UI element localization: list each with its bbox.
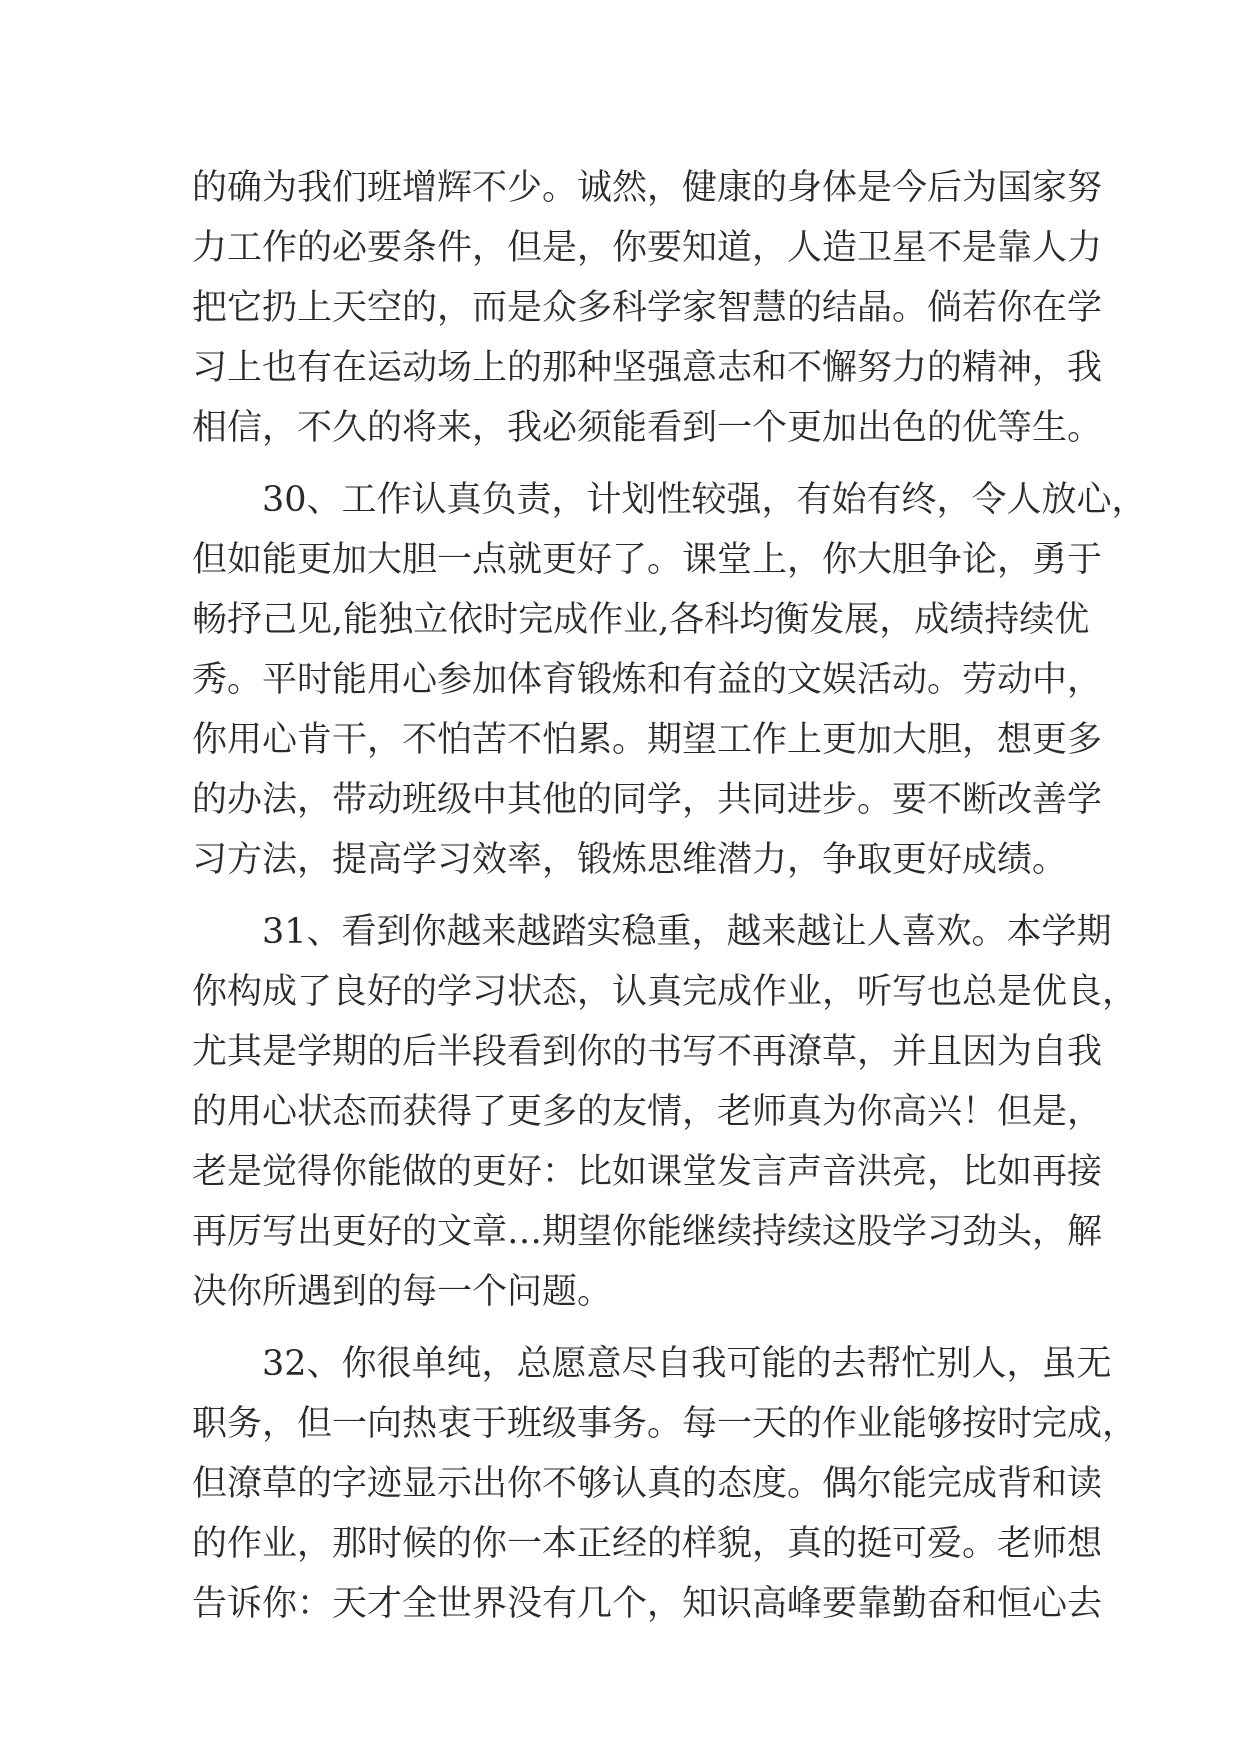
paragraph-gap [192, 890, 1072, 902]
text-line: 决你所遇到的每一个问题。 [192, 1272, 613, 1312]
text-line: 职务，但一向热衷于班级事务。每一天的作业能够按时完成， [192, 1404, 1138, 1444]
text-line: 你构成了良好的学习状态，认真完成作业，听写也总是优良， [192, 972, 1138, 1012]
text-line: 秀。平时能用心参加体育锻炼和有益的文娱活动。劳动中， [192, 660, 1103, 700]
paragraph [192, 158, 1103, 458]
text-line: 的用心状态而获得了更多的友情，老师真为你高兴！但是， [192, 1092, 1103, 1132]
text-line: 的作业，那时候的你一本正经的样貌，真的挺可爱。老师想 [192, 1524, 1103, 1564]
text-line: 但潦草的字迹显示出你不够认真的态度。偶尔能完成背和读 [192, 1464, 1103, 1504]
text-line: 你用心肯干，不怕苦不怕累。期望工作上更加大胆，想更多 [192, 720, 1103, 760]
text-line: 32、你很单纯，总愿意尽自我可能的去帮忙别人，虽无 [192, 1344, 1112, 1384]
text-line: 力工作的必要条件，但是，你要知道，人造卫星不是靠人力 [192, 228, 1103, 268]
text-line: 把它扔上天空的，而是众多科学家智慧的结晶。倘若你在学 [192, 288, 1103, 328]
document-body [192, 158, 1147, 1634]
text-line: 但如能更加大胆一点就更好了。课堂上，你大胆争论，勇于 [192, 540, 1103, 580]
text-line: 的确为我们班增辉不少。诚然，健康的身体是今后为国家努 [192, 168, 1103, 208]
text-line: 的办法，带动班级中其他的同学，共同进步。要不断改善学 [192, 780, 1103, 820]
text-line: 告诉你：天才全世界没有几个，知识高峰要靠勤奋和恒心去 [192, 1584, 1103, 1624]
text-line: 习上也有在运动场上的那种坚强意志和不懈努力的精神，我 [192, 348, 1103, 388]
text-line: 31、看到你越来越踏实稳重，越来越让人喜欢。本学期 [192, 912, 1112, 952]
text-line: 老是觉得你能做的更好：比如课堂发言声音洪亮，比如再接 [192, 1152, 1103, 1192]
text-line: 尤其是学期的后半段看到你的书写不再潦草，并且因为自我 [192, 1032, 1103, 1072]
text-line: 习方法，提高学习效率，锻炼思维潜力，争取更好成绩。 [192, 840, 1068, 880]
paragraph [192, 902, 1138, 1322]
text-line: 相信，不久的将来，我必须能看到一个更加出色的优等生。 [192, 408, 1103, 448]
text-line: 畅抒己见,能独立依时完成作业,各科均衡发展，成绩持续优 [192, 600, 1090, 640]
paragraph-gap [192, 458, 1072, 470]
text-line: 30、工作认真负责，计划性较强，有始有终，令人放心， [192, 480, 1147, 520]
text-line: 再厉写出更好的文章…期望你能继续持续这股学习劲头，解 [192, 1212, 1103, 1252]
paragraph [192, 470, 1147, 890]
paragraph [192, 1334, 1138, 1634]
paragraph-gap [192, 1322, 1072, 1334]
